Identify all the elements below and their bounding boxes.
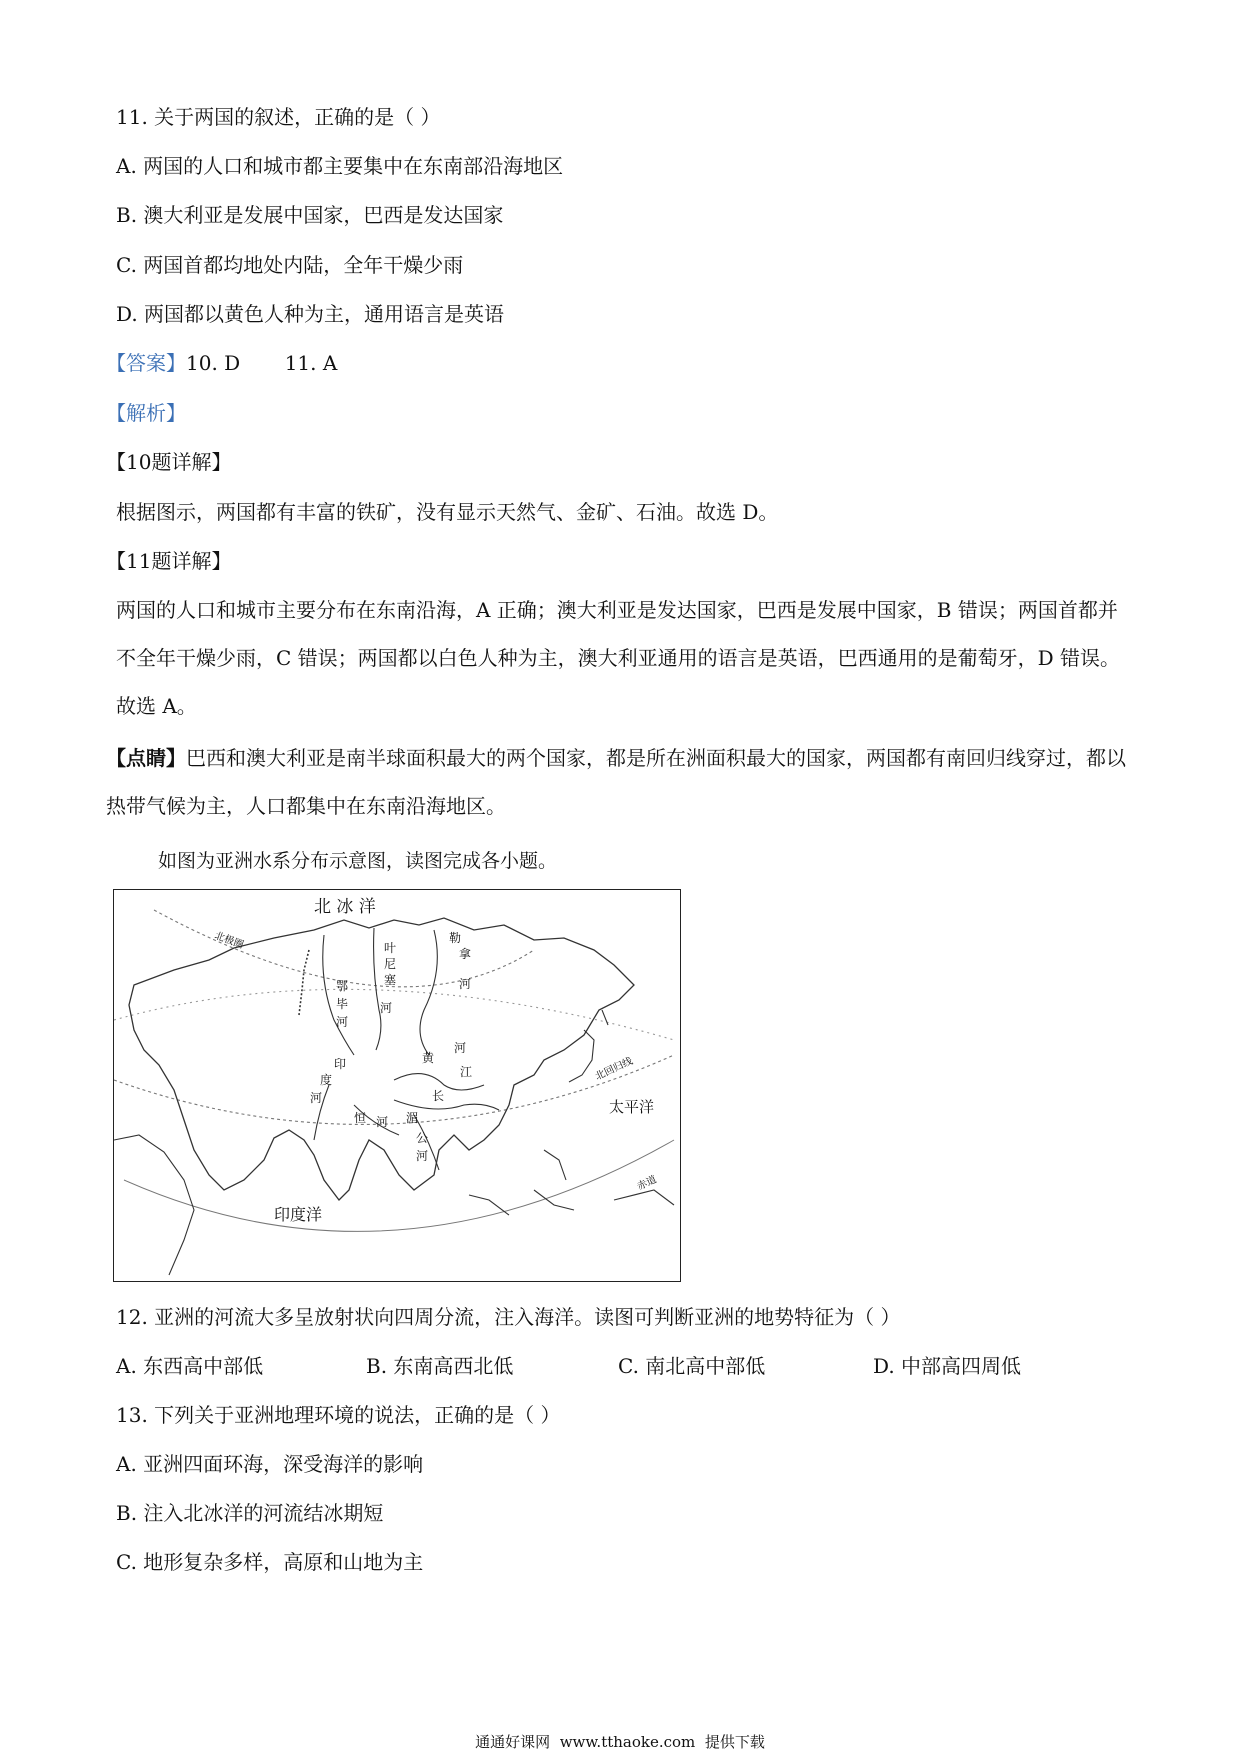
equator-label: 赤道 — [635, 1174, 659, 1193]
q12-stem: 12. 亚洲的河流大多呈放射状向四周分流，注入海洋。读图可判断亚洲的地势特征为（ ） — [116, 1305, 901, 1329]
map-intro: 如图为亚洲水系分布示意图，读图完成各小题。 — [158, 850, 558, 872]
ob-label-2: 毕 — [336, 997, 349, 1011]
q13-option-a: A. 亚洲四面环海，深受海洋的影响 — [116, 1452, 424, 1476]
yenisei-label-2: 尼 — [384, 957, 397, 971]
asia-coastline — [129, 918, 634, 1200]
grid-arc — [114, 989, 674, 1040]
yenisei-label-3: 塞 — [384, 973, 397, 987]
q13-option-c: C. 地形复杂多样，高原和山地为主 — [116, 1550, 424, 1574]
huanghe-label-1: 黄 — [422, 1051, 435, 1065]
asia-map-drawing — [114, 890, 679, 1280]
yenisei-river — [374, 928, 381, 1050]
indus-label-2: 度 — [320, 1073, 333, 1087]
indus-label-1: 印 — [334, 1057, 347, 1071]
answer-line — [106, 350, 337, 376]
q11-stem: 11. 关于两国的叙述，正确的是（ ） — [116, 105, 441, 129]
indian-ocean-label: 印度洋 — [274, 1205, 323, 1224]
changjiang-label-2: 江 — [460, 1065, 473, 1079]
mekong-label-3: 河 — [416, 1149, 429, 1163]
arctic-circle-label: 北极圈 — [212, 930, 245, 952]
ob-label-1: 鄂 — [336, 979, 349, 993]
arctic-ocean-label: 北 冰 洋 — [314, 897, 376, 917]
lena-river — [420, 930, 437, 1055]
indus-label-3: 河 — [310, 1091, 323, 1105]
changjiang-label-1: 长 — [432, 1089, 445, 1103]
answer-text: 10. D 11. A — [186, 351, 338, 375]
analysis-label: 【解析】 — [106, 401, 186, 425]
q11-option-c: C. 两国首都均地处内陆，全年干燥少雨 — [116, 253, 464, 277]
lena-label-1: 勒 — [449, 931, 462, 945]
detail10-text: 根据图示，两国都有丰富的铁矿，没有显示天然气、金矿、石油。故选 D。 — [116, 500, 779, 524]
detail10-heading: 【10题详解】 — [106, 450, 232, 474]
mekong-label-1: 湄 — [406, 1111, 419, 1125]
q13-option-b: B. 注入北冰洋的河流结冰期短 — [116, 1501, 384, 1525]
q12-option-c: C. 南北高中部低 — [618, 1354, 766, 1378]
note-paragraph — [106, 734, 1126, 830]
arctic-circle-line — [154, 910, 534, 987]
q12-option-d: D. 中部高四周低 — [873, 1354, 1022, 1378]
q13-stem: 13. 下列关于亚洲地理环境的说法，正确的是（ ） — [116, 1403, 561, 1427]
detail11-text: 两国的人口和城市主要分布在东南沿海，A 正确；澳大利亚是发达国家，巴西是发展中国家，B 错误；两国首都并不全年干燥少雨，C 错误；两国都以白色人种为主，澳大利亚通用的语言是英语，巴西通用的是葡萄牙，D 错误。故选 A。 — [116, 598, 1121, 718]
q11-option-d: D. 两国都以黄色人种为主，通用语言是英语 — [116, 302, 505, 326]
note-label: 【点睛】 — [106, 746, 186, 770]
answer-label: 【答案】 — [106, 351, 186, 375]
africa-coast — [114, 1135, 194, 1275]
yenisei-label-4: 河 — [380, 1001, 393, 1015]
ganges-label-1: 恒 — [354, 1111, 367, 1125]
lena-label-2: 拿 — [459, 947, 472, 961]
q12-option-b: B. 东南高西北低 — [366, 1354, 514, 1378]
q12-option-a: A. 东西高中部低 — [116, 1354, 264, 1378]
ural-mountains — [299, 950, 309, 1015]
q11-option-a: A. 两国的人口和城市都主要集中在东南部沿海地区 — [116, 154, 564, 178]
tropic-line — [114, 1055, 674, 1124]
changjiang-river — [394, 1100, 499, 1110]
tropic-label: 北回归线 — [593, 1055, 635, 1083]
huanghe-label-2: 河 — [454, 1041, 467, 1055]
lena-label-3: 河 — [459, 977, 472, 991]
ob-river — [323, 935, 354, 1055]
ganges-label-2: 河 — [376, 1115, 389, 1129]
pacific-ocean-label: 太平洋 — [609, 1098, 655, 1116]
yenisei-label-1: 叶 — [384, 941, 397, 955]
ob-label-3: 河 — [336, 1015, 349, 1029]
note-text: 巴西和澳大利亚是南半球面积最大的两个国家，都是所在洲面积最大的国家，两国都有南回归线穿过，都以热带气候为主，人口都集中在东南沿海地区。 — [106, 746, 1126, 818]
equator-line — [124, 1140, 674, 1231]
q11-option-b: B. 澳大利亚是发展中国家，巴西是发达国家 — [116, 203, 504, 227]
asia-river-map — [113, 889, 681, 1282]
detail11-heading: 【11题详解】 — [106, 549, 232, 573]
page-footer: 通通好课网 www.tthaoke.com 提供下载 — [475, 1733, 765, 1751]
mekong-label-2: 公 — [416, 1131, 429, 1145]
